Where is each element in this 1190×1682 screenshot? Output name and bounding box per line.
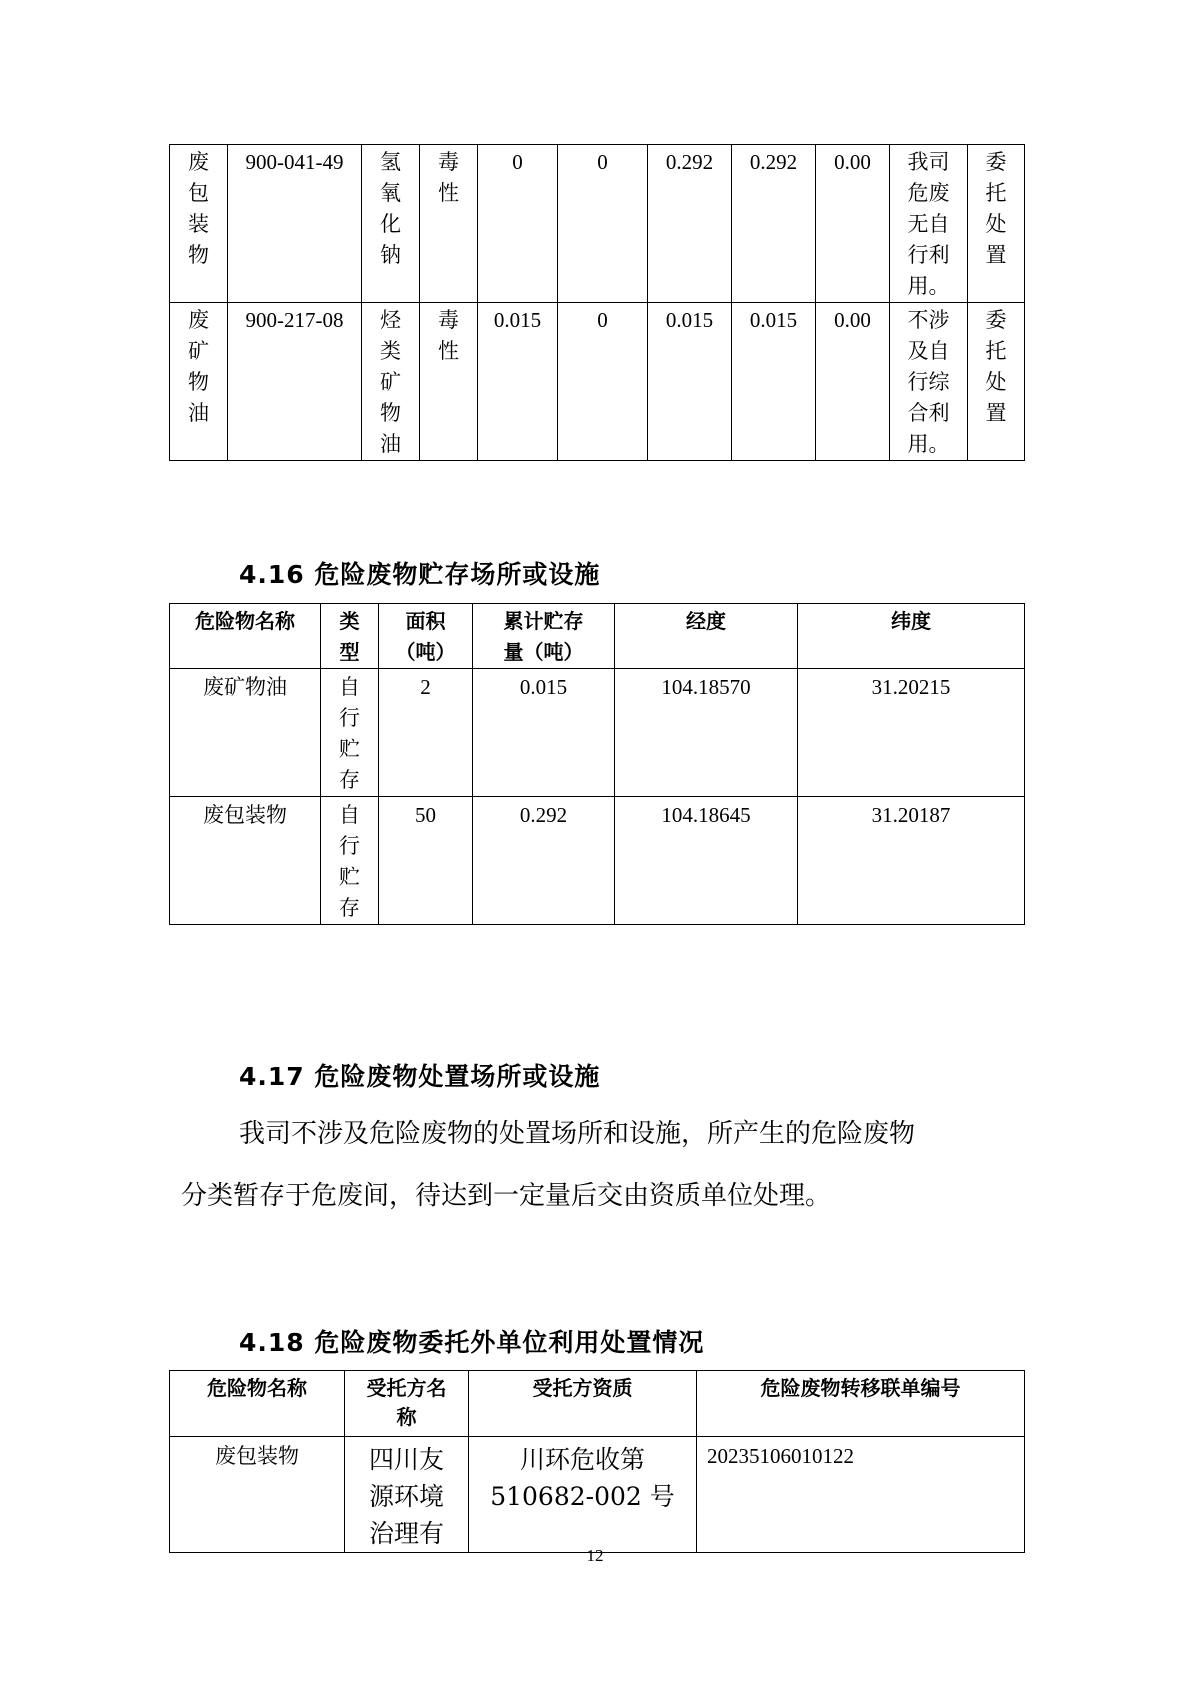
column-header: 类 型 <box>321 604 379 669</box>
disposal-method: 委 托 处 置 <box>968 145 1025 303</box>
column-header: 受托方资质 <box>469 1371 697 1437</box>
paragraph-line: 分类暂存于危废间，待达到一定量后交由资质单位处理。 <box>181 1181 832 1211</box>
section-heading: 4.18 危险废物委托外单位利用处置情况 <box>239 1328 705 1357</box>
column-header: 危险物名称 <box>170 604 321 669</box>
page-number: 12 <box>586 1546 604 1565</box>
value-cell: 0 <box>558 303 648 461</box>
column-header: 累计贮存 量（吨） <box>473 604 615 669</box>
column-header: 面积 （吨） <box>379 604 473 669</box>
longitude-value: 104.18570 <box>615 669 798 797</box>
value-cell: 0.00 <box>816 303 890 461</box>
section-heading: 4.16 危险废物贮存场所或设施 <box>239 560 601 589</box>
column-header: 经度 <box>615 604 798 669</box>
table-row <box>170 1437 1025 1553</box>
waste-name: 废包装物 <box>170 797 321 925</box>
table-header-row <box>170 1371 1025 1437</box>
value-cell: 0 <box>478 145 558 303</box>
waste-component: 烃 类 矿 物 油 <box>362 303 420 461</box>
waste-property: 毒 性 <box>420 303 478 461</box>
section-heading: 4.17 危险废物处置场所或设施 <box>239 1062 601 1091</box>
waste-code: 900-217-08 <box>228 303 362 461</box>
storage-type: 自 行 贮 存 <box>321 797 379 925</box>
table-row <box>170 797 1025 925</box>
column-header: 受托方名 称 <box>345 1371 469 1437</box>
area-value: 50 <box>379 797 473 925</box>
table-row <box>170 303 1025 461</box>
waste-code: 900-041-49 <box>228 145 362 303</box>
value-cell: 0 <box>558 145 648 303</box>
table-row <box>170 669 1025 797</box>
amount-value: 0.015 <box>473 669 615 797</box>
waste-name: 废 矿 物 油 <box>170 303 228 461</box>
longitude-value: 104.18645 <box>615 797 798 925</box>
column-header: 危险物名称 <box>170 1371 345 1437</box>
value-cell: 0.00 <box>816 145 890 303</box>
utilization-note: 我司 危废 无自 行利 用。 <box>890 145 968 303</box>
entrusted-disposal-table <box>169 1370 1025 1553</box>
value-cell: 0.292 <box>732 145 816 303</box>
column-header: 危险废物转移联单编号 <box>697 1371 1025 1437</box>
table-row <box>170 145 1025 303</box>
storage-type: 自 行 贮 存 <box>321 669 379 797</box>
disposal-method: 委 托 处 置 <box>968 303 1025 461</box>
value-cell: 0.015 <box>478 303 558 461</box>
value-cell: 0.015 <box>732 303 816 461</box>
amount-value: 0.292 <box>473 797 615 925</box>
latitude-value: 31.20187 <box>798 797 1025 925</box>
waste-name: 废 包 装 物 <box>170 145 228 303</box>
entrusted-party: 四川友 源环境 治理有 <box>345 1437 469 1553</box>
waste-name: 废矿物油 <box>170 669 321 797</box>
latitude-value: 31.20215 <box>798 669 1025 797</box>
column-header: 纬度 <box>798 604 1025 669</box>
table-header-row <box>170 604 1025 669</box>
qualification: 川环危收第 510682-002 号 <box>469 1437 697 1553</box>
area-value: 2 <box>379 669 473 797</box>
waste-name: 废包装物 <box>170 1437 345 1553</box>
waste-generation-table <box>169 144 1025 461</box>
utilization-note: 不涉 及自 行综 合利 用。 <box>890 303 968 461</box>
value-cell: 0.015 <box>648 303 732 461</box>
value-cell: 0.292 <box>648 145 732 303</box>
waste-property: 毒 性 <box>420 145 478 303</box>
manifest-number: 20235106010122 <box>697 1437 1025 1553</box>
waste-component: 氢 氧 化 钠 <box>362 145 420 303</box>
storage-facility-table <box>169 603 1025 925</box>
paragraph-line: 我司不涉及危险废物的处置场所和设施，所产生的危险废物 <box>239 1119 916 1149</box>
